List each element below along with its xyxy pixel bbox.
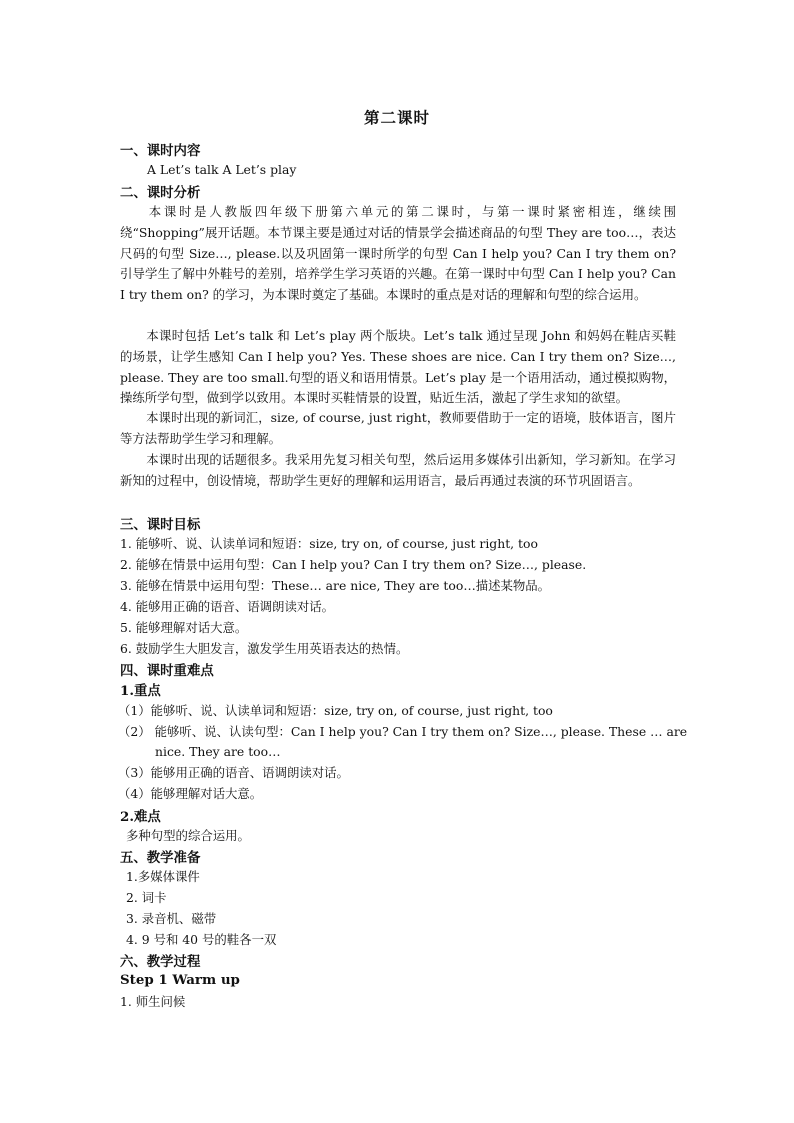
- goal-item-6: 6. 鼓励学生大胆发言，激发学生用英语表达的热情。: [120, 641, 409, 656]
- step-heading: Step 1 Warm up: [120, 972, 240, 988]
- content-line: A Let’s talk A Let’s play: [147, 162, 297, 177]
- analysis-paragraph-3-text: 本课时出现的新词汇，size, of course, just right，教师要借助于一定的语境，肢体语言，图片等方法帮助学生学习和理解。: [120, 410, 676, 446]
- section-heading-key-points: 四、课时重难点: [120, 663, 214, 679]
- analysis-paragraph-4: [120, 450, 676, 492]
- analysis-paragraph-3: [120, 408, 676, 450]
- section-heading-analysis: 二、课时分析: [120, 185, 201, 201]
- prep-item-1: 1.多媒体课件: [126, 869, 200, 884]
- goal-item-3: 3. 能够在情景中运用句型：These… are nice, They are too…描述某物品。: [120, 578, 551, 593]
- analysis-paragraph-1-text: 本课时是人教版四年级下册第六单元的第二课时，与第一课时紧密相连，继续围绕“Shopping”展开话题。本节课主要是通过对话的情景学会描述商品的句型 They are too…，表达尺码的句型 Size…, please.以及巩固第一课时所学的句型 Can I help you? Can I try them on? 引导学生了解中外鞋号的差别，培养学生学习英语的兴趣。在第一课时中句型 Can I help you? Can I try them on? 的学习，为本课时奠定了基础。本课时的重点是对话的理解和句型的综合运用。: [120, 204, 676, 303]
- analysis-paragraph-1: [120, 202, 676, 306]
- analysis-paragraph-2-text: 本课时包括 Let’s talk 和 Let’s play 两个版块。Let’s talk 通过呈现 John 和妈妈在鞋店买鞋的场景，让学生感知 Can I help you? Yes. These shoes are nice. Can I try them on? Size…, please. They are too small.句型的语义和语用情景。Let’s play 是一个语用活动，通过模拟购物，操练所学句型，做到学以致用。本课时买鞋情景的设置，贴近生活，激起了学生求知的欲望。: [120, 328, 676, 406]
- focus-item-2: （2） 能够听、说、认读句型：Can I help you? Can I try them on? Size…, please. These … are: [118, 724, 688, 739]
- section-heading-content: 一、课时内容: [120, 143, 201, 159]
- prep-item-3: 3. 录音机、磁带: [126, 911, 217, 926]
- prep-item-4: 4. 9 号和 40 号的鞋各一双: [126, 932, 277, 947]
- analysis-paragraph-2: [120, 326, 676, 409]
- focus-item-4: （4）能够理解对话大意。: [118, 786, 263, 801]
- goal-item-1: 1. 能够听、说、认读单词和短语：size, try on, of course, just right, too: [120, 536, 538, 551]
- section-heading-prep: 五、教学准备: [120, 850, 201, 866]
- page-title: 第二课时: [363, 108, 430, 127]
- section-heading-process: 六、教学过程: [120, 954, 201, 970]
- focus-item-1: （1）能够听、说、认读单词和短语：size, try on, of course, just right, too: [118, 703, 553, 718]
- focus-item-2-continued: nice. They are too…: [155, 744, 281, 759]
- prep-item-2: 2. 词卡: [126, 890, 167, 905]
- focus-item-3: （3）能够用正确的语音、语调朗读对话。: [118, 765, 349, 780]
- goal-item-4: 4. 能够用正确的语音、语调朗读对话。: [120, 599, 335, 614]
- process-item-1: 1. 师生问候: [120, 994, 186, 1009]
- goal-item-2: 2. 能够在情景中运用句型：Can I help you? Can I try them on? Size…, please.: [120, 557, 587, 572]
- difficulty-label: 2.难点: [120, 809, 161, 825]
- goal-item-5: 5. 能够理解对话大意。: [120, 620, 248, 635]
- analysis-paragraph-4-text: 本课时出现的话题很多。我采用先复习相关句型，然后运用多媒体引出新知，学习新知。在学习新知的过程中，创设情境，帮助学生更好的理解和运用语言，最后再通过表演的环节巩固语言。: [120, 452, 676, 488]
- focus-label: 1.重点: [120, 683, 161, 699]
- difficulty-text: 多种句型的综合运用。: [126, 828, 250, 843]
- section-heading-goals: 三、课时目标: [120, 517, 201, 533]
